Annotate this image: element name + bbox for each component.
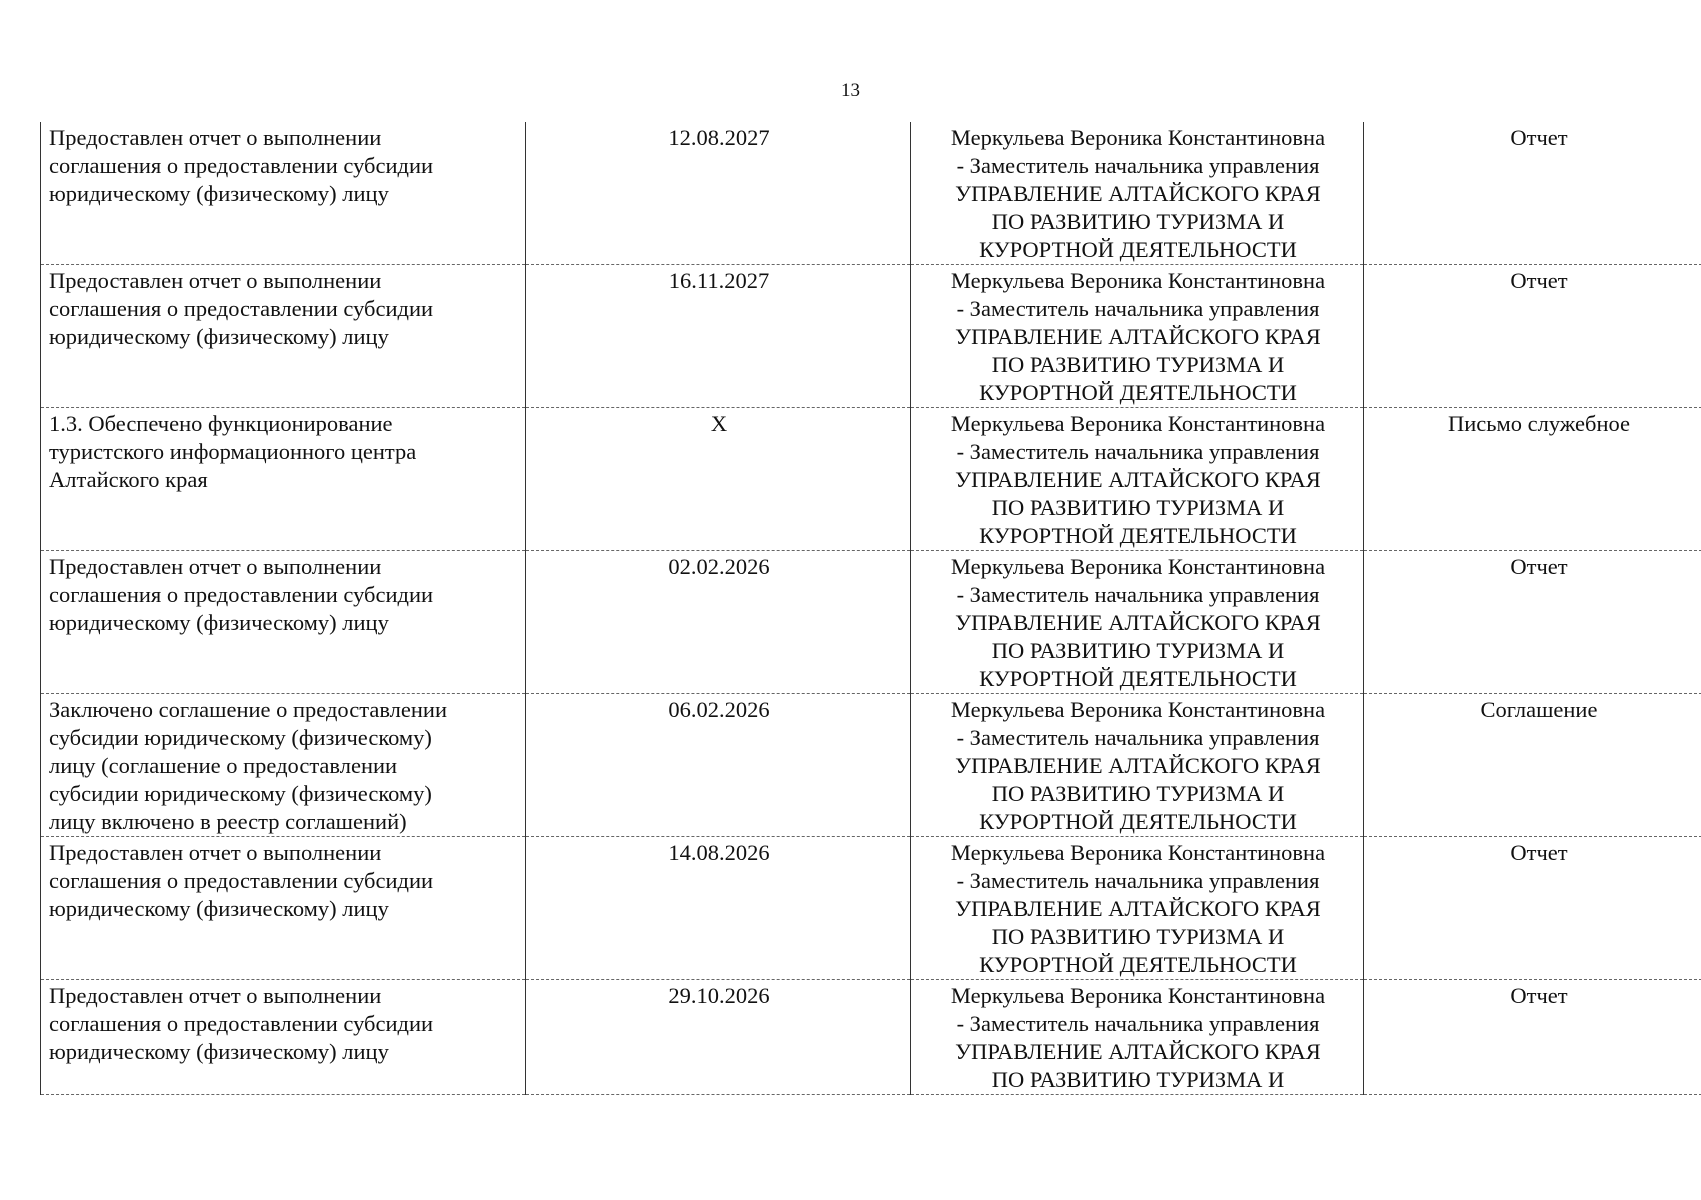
page-number: 13 [841,80,860,101]
responsible-name: Меркульева Вероника Константиновна [950,554,1326,579]
table-row [41,837,1701,980]
event-cell [41,265,526,408]
event-text-line: Предоставлен отчет о выполнении [49,983,382,1008]
responsible-org-line: УПРАВЛЕНИЕ АЛТАЙСКОГО КРАЯ [955,610,1321,635]
event-text-line: Заключено соглашение о предоставлении [49,697,447,722]
document-type-cell: Письмо служебное [1364,408,1701,551]
responsible-position: - Заместитель начальника управления [956,153,1320,178]
date-cell: X [526,408,911,551]
responsible-position: - Заместитель начальника управления [956,1011,1320,1036]
table-row [41,694,1701,837]
event-cell [41,551,526,694]
event-text-line: соглашения о предоставлении субсидии [49,153,434,178]
event-text-line: соглашения о предоставлении субсидии [49,868,434,893]
responsible-org-line: ПО РАЗВИТИЮ ТУРИЗМА И [991,352,1285,377]
responsible-org-line: КУРОРТНОЙ ДЕЯТЕЛЬНОСТИ [979,809,1297,834]
table-row [41,122,1701,265]
event-text-line: Алтайского края [49,467,208,492]
responsible-name: Меркульева Вероника Константиновна [950,411,1326,436]
date-cell: 14.08.2026 [526,837,911,980]
event-text-line: Предоставлен отчет о выполнении [49,268,382,293]
event-text-line: субсидии юридическому (физическому) [49,725,432,750]
table-row [41,408,1701,551]
responsible-org-line: КУРОРТНОЙ ДЕЯТЕЛЬНОСТИ [979,380,1297,405]
event-text-line: лицу (соглашение о предоставлении [49,753,398,778]
responsible-org-line: ПО РАЗВИТИЮ ТУРИЗМА И [991,638,1285,663]
responsible-org-line: УПРАВЛЕНИЕ АЛТАЙСКОГО КРАЯ [955,467,1321,492]
document-type-cell: Отчет [1364,837,1701,980]
responsible-cell [911,551,1364,694]
event-text-line: соглашения о предоставлении субсидии [49,582,434,607]
responsible-position: - Заместитель начальника управления [956,725,1320,750]
control-points-table [40,122,1701,1095]
document-type-cell: Отчет [1364,265,1701,408]
event-text-line: Предоставлен отчет о выполнении [49,125,382,150]
table-row [41,980,1701,1095]
responsible-org-line: ПО РАЗВИТИЮ ТУРИЗМА И [991,924,1285,949]
responsible-org-line: ПО РАЗВИТИЮ ТУРИЗМА И [991,209,1285,234]
event-text-line: Предоставлен отчет о выполнении [49,554,382,579]
event-text-line: юридическому (физическому) лицу [49,1039,389,1064]
responsible-org-line: УПРАВЛЕНИЕ АЛТАЙСКОГО КРАЯ [955,324,1321,349]
responsible-cell [911,265,1364,408]
event-text-line: юридическому (физическому) лицу [49,324,389,349]
event-text-line: Предоставлен отчет о выполнении [49,840,382,865]
document-type-cell: Отчет [1364,980,1701,1095]
event-cell [41,408,526,551]
responsible-org-line: УПРАВЛЕНИЕ АЛТАЙСКОГО КРАЯ [955,896,1321,921]
document-type-cell: Отчет [1364,122,1701,265]
event-cell [41,837,526,980]
responsible-name: Меркульева Вероника Константиновна [950,125,1326,150]
responsible-cell [911,694,1364,837]
responsible-position: - Заместитель начальника управления [956,439,1320,464]
responsible-org-line: КУРОРТНОЙ ДЕЯТЕЛЬНОСТИ [979,952,1297,977]
date-cell: 16.11.2027 [526,265,911,408]
event-text-line: юридическому (физическому) лицу [49,896,389,921]
responsible-org-line: УПРАВЛЕНИЕ АЛТАЙСКОГО КРАЯ [955,1039,1321,1064]
date-cell: 12.08.2027 [668,125,770,150]
responsible-name: Меркульева Вероника Константиновна [950,840,1326,865]
event-text-line: лицу включено в реестр соглашений) [49,809,407,834]
event-text-line: 1.3. Обеспечено функционирование [49,411,393,436]
responsible-cell [911,408,1364,551]
responsible-org-line: ПО РАЗВИТИЮ ТУРИЗМА И [991,1067,1285,1092]
responsible-position: - Заместитель начальника управления [956,296,1320,321]
responsible-org-line: УПРАВЛЕНИЕ АЛТАЙСКОГО КРАЯ [955,181,1321,206]
document-type-cell: Отчет [1364,551,1701,694]
document-type-cell: Соглашение [1364,694,1701,837]
responsible-org-line: ПО РАЗВИТИЮ ТУРИЗМА И [991,781,1285,806]
responsible-cell [911,837,1364,980]
date-cell: 06.02.2026 [526,694,911,837]
responsible-name: Меркульева Вероника Константиновна [950,697,1326,722]
event-cell [41,122,526,265]
event-text-line: соглашения о предоставлении субсидии [49,296,434,321]
responsible-org-line: УПРАВЛЕНИЕ АЛТАЙСКОГО КРАЯ [955,753,1321,778]
event-text-line: туристского информационного центра [49,439,417,464]
table-row [41,551,1701,694]
event-text-line: субсидии юридическому (физическому) [49,781,432,806]
table-row [41,265,1701,408]
event-cell [41,694,526,837]
responsible-position: - Заместитель начальника управления [956,868,1320,893]
responsible-org-line: ПО РАЗВИТИЮ ТУРИЗМА И [991,495,1285,520]
event-text-line: юридическому (физическому) лицу [49,610,389,635]
responsible-org-line: КУРОРТНОЙ ДЕЯТЕЛЬНОСТИ [979,523,1297,548]
responsible-org-line: КУРОРТНОЙ ДЕЯТЕЛЬНОСТИ [979,237,1297,262]
event-cell [41,980,526,1095]
responsible-position: - Заместитель начальника управления [956,582,1320,607]
responsible-cell [911,122,1364,265]
date-cell: 02.02.2026 [526,551,911,694]
responsible-name: Меркульева Вероника Константиновна [950,983,1326,1008]
responsible-cell [911,980,1364,1095]
event-text-line: юридическому (физическому) лицу [49,181,389,206]
event-text-line: соглашения о предоставлении субсидии [49,1011,434,1036]
responsible-name: Меркульева Вероника Константиновна [950,268,1326,293]
responsible-org-line: КУРОРТНОЙ ДЕЯТЕЛЬНОСТИ [979,666,1297,691]
date-cell: 29.10.2026 [526,980,911,1095]
